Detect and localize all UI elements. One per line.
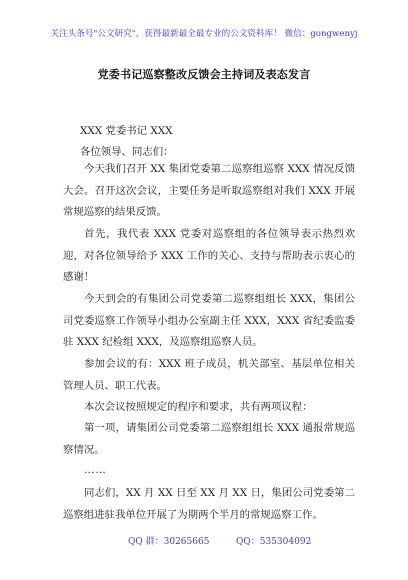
paragraph-4: 参加会议的有：XXX 班子成员，机关部室、基层单位相关管理人员、职工代表。 bbox=[63, 358, 355, 392]
paragraph-6: 第一项，请集团公司党委第二巡察组组长 XXX 通报常规巡察情况。 bbox=[63, 422, 355, 456]
closing-paragraph: 同志们，XX 月 XX 日至 XX 月 XX 日，集团公司党委第二巡察组进驻我单位开展了为期两个半月的常规巡察工作。 bbox=[63, 487, 355, 521]
paragraph-1: 今天我们召开 XX 集团党委第二巡察组巡察 XXX 情况反馈大会。召开这次会议，主要任务是听取巡察组对我们 XXX 开展常规巡察的结果反馈。 bbox=[63, 163, 355, 218]
paragraph-2: 首先，我代表 XXX 党委对巡察组的各位领导表示热烈欢迎，对各位领导给予 XXX 工作的关心、支持与帮助表示衷心的感谢！ bbox=[63, 228, 355, 283]
footer-qq-group: QQ 群：30265665 bbox=[128, 537, 210, 547]
footer-qq: QQ：535304092 bbox=[236, 537, 312, 547]
header-note: 关注头条号"公文研究"，获得最新最全最专业的公文资料库！ 微信：gongwenyj bbox=[50, 29, 358, 39]
speaker-line: XXX 党委书记 XXX bbox=[80, 125, 173, 137]
greeting: 各位领导、同志们： bbox=[80, 146, 174, 158]
document-title: 党委书记巡察整改反馈会主持词及表态发言 bbox=[97, 68, 311, 81]
ellipsis: …… bbox=[84, 464, 107, 476]
paragraph-3: 今天到会的有集团公司党委第二巡察组组长 XXX，集团公司党委巡察工作领导小组办公室副主任 XXX，XXX 省纪委监委驻 XXX 纪检组 XXX，及巡察组巡察人员。 bbox=[63, 293, 355, 348]
paragraph-5: 本次会议按照规定的程序和要求，共有两项议程： bbox=[84, 401, 313, 413]
